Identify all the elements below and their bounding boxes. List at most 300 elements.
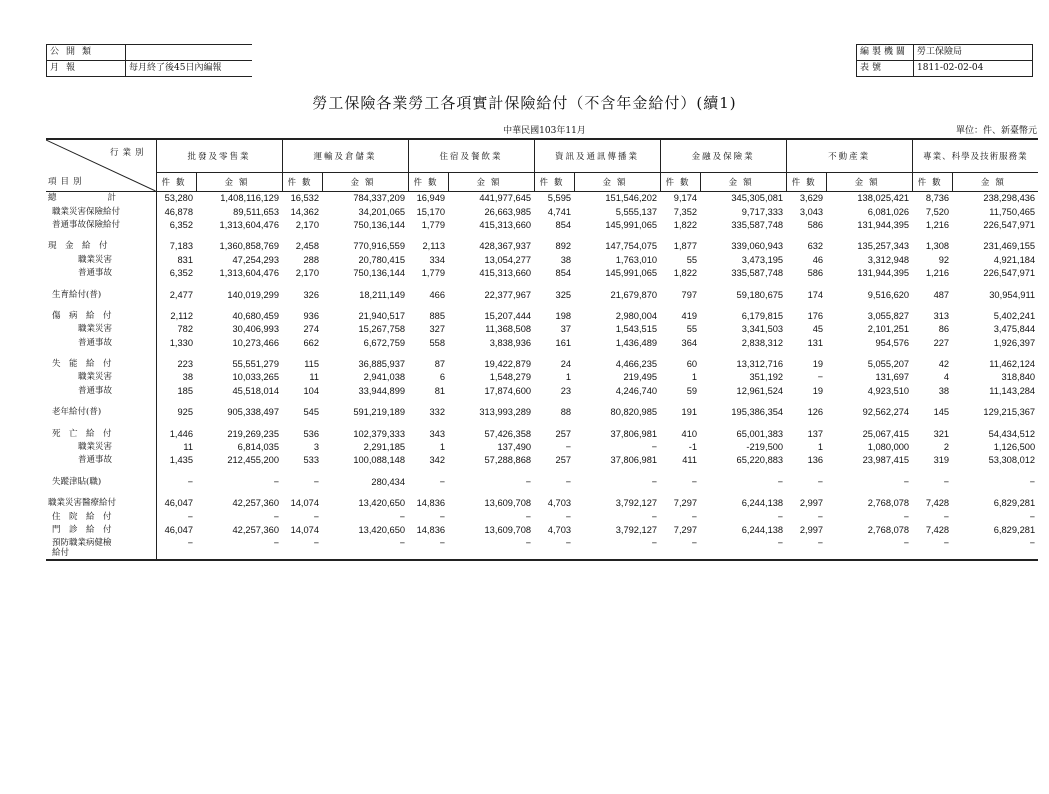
count-cell: 3 xyxy=(313,442,320,453)
count-cell: 9,174 xyxy=(673,193,698,204)
count-cell: 38 xyxy=(938,385,950,396)
count-cell: 104 xyxy=(303,385,320,396)
count-cell: 81 xyxy=(434,385,446,396)
count-cell: 7,352 xyxy=(673,206,698,217)
meta-right-box xyxy=(856,44,1033,77)
amount-cell: 147,754,075 xyxy=(605,241,658,252)
amount-cell: 92,562,274 xyxy=(862,407,910,418)
count-cell: 1 xyxy=(817,442,824,453)
count-cell: 319 xyxy=(933,455,950,466)
meta-left-box xyxy=(46,44,252,77)
count-cell: 8,736 xyxy=(925,193,950,204)
amount-cell: 280,434 xyxy=(371,476,406,487)
meta-key: 月報 xyxy=(47,61,126,77)
amount-cell: − xyxy=(651,476,658,487)
count-cell: − xyxy=(534,537,574,560)
amount-cell: 1,313,604,476 xyxy=(219,219,280,230)
count-cell: 2,997 xyxy=(799,525,824,535)
amount-cell: 219,269,235 xyxy=(227,428,280,439)
row-label: 老年給付(普) xyxy=(46,406,156,419)
amount-cell: 5,402,241 xyxy=(993,310,1036,321)
count-cell: 42 xyxy=(938,359,950,370)
count-cell: − xyxy=(786,537,826,560)
count-cell: 37 xyxy=(560,324,572,335)
amount-cell: 591,219,189 xyxy=(353,407,406,418)
amount-cell: 36,885,937 xyxy=(358,359,406,370)
amount-cell: 57,426,358 xyxy=(484,428,532,439)
row-label: 職業災害 xyxy=(46,441,156,454)
count-cell: 86 xyxy=(938,324,950,335)
amount-cell: 3,475,844 xyxy=(993,324,1036,335)
count-cell: 313 xyxy=(933,310,950,321)
count-cell: 46 xyxy=(812,254,824,265)
amount-cell: 37,806,981 xyxy=(610,428,658,439)
table-row xyxy=(46,406,1038,419)
amount-cell: 5,555,137 xyxy=(615,206,658,217)
amount-cell: 21,940,517 xyxy=(358,310,406,321)
table-row xyxy=(46,267,1038,280)
amount-cell: 137,490 xyxy=(497,442,532,453)
amount-cell: 140,019,299 xyxy=(227,289,280,300)
count-cell: 1,822 xyxy=(673,268,698,279)
amount-cell: 2,291,185 xyxy=(363,442,406,453)
amount-cell: 10,033,265 xyxy=(232,372,280,383)
count-cell: − xyxy=(439,476,446,487)
count-cell: 2,170 xyxy=(295,268,320,279)
amount-cell: 6,179,815 xyxy=(741,310,784,321)
amount-cell: 53,308,012 xyxy=(988,455,1036,466)
amount-cell: 6,829,281 xyxy=(993,498,1036,509)
row-label: 門 診 給 付 xyxy=(46,524,156,537)
amount-cell: 784,337,209 xyxy=(353,193,406,204)
amount-cell: 335,587,748 xyxy=(731,219,784,230)
row-label: 普通事故 xyxy=(46,267,156,280)
count-cell: 198 xyxy=(555,310,572,321)
count-cell: 14,362 xyxy=(290,206,320,217)
amount-cell: − xyxy=(273,511,280,522)
row-label: 預防職業病健檢給付 xyxy=(46,537,156,560)
count-cell: − xyxy=(817,476,824,487)
count-cell: 15,170 xyxy=(416,206,446,217)
count-cell: 136 xyxy=(807,455,824,466)
count-cell: 161 xyxy=(555,337,572,348)
amount-cell: 55,551,279 xyxy=(232,359,280,370)
count-cell: − xyxy=(565,442,572,453)
amount-cell: 318,840 xyxy=(1001,372,1036,383)
count-cell: 586 xyxy=(807,219,824,230)
count-cell: 3,043 xyxy=(799,206,824,217)
count-cell: 854 xyxy=(555,219,572,230)
amount-cell: 1,926,397 xyxy=(993,337,1036,348)
row-label: 職業災害 xyxy=(46,371,156,384)
row-label: 現 金 給 付 xyxy=(46,240,156,253)
count-cell: 342 xyxy=(429,455,446,466)
amount-cell: 1,408,116,129 xyxy=(220,193,280,204)
count-cell: − xyxy=(817,372,824,383)
amount-cell: 11,368,508 xyxy=(485,324,532,335)
amount-cell: 11,750,465 xyxy=(989,206,1036,217)
amount-cell: 2,941,038 xyxy=(363,372,406,383)
spacer-row xyxy=(46,468,1038,476)
amount-cell: − xyxy=(322,537,408,560)
count-cell: − xyxy=(943,476,950,487)
amount-cell: 100,088,148 xyxy=(353,455,406,466)
count-cell: − xyxy=(691,511,698,522)
amount-cell: 2,980,004 xyxy=(615,310,658,321)
table-row xyxy=(46,454,1038,467)
count-cell: 410 xyxy=(681,428,698,439)
amount-cell: 1,126,500 xyxy=(993,442,1036,453)
count-cell: 831 xyxy=(177,254,193,265)
row-label: 失 能 給 付 xyxy=(46,358,156,371)
count-cell: 1 xyxy=(691,372,698,383)
count-cell: 327 xyxy=(429,324,446,335)
count-cell: 59 xyxy=(686,385,698,396)
count-cell: 223 xyxy=(177,359,193,370)
spacer-row xyxy=(46,398,1038,406)
meta-key: 公開類 xyxy=(47,45,126,61)
amount-cell: 339,060,943 xyxy=(731,241,784,252)
count-cell: 1,216 xyxy=(925,268,950,279)
count-cell: 6,352 xyxy=(169,219,193,230)
count-cell: 23 xyxy=(560,385,572,396)
table-row xyxy=(46,219,1038,232)
amount-cell: 1,360,858,769 xyxy=(219,241,280,252)
amount-cell: 335,587,748 xyxy=(731,268,784,279)
amount-cell: 42,257,360 xyxy=(232,525,280,535)
count-header: 件數 xyxy=(912,173,952,192)
spacer-row xyxy=(46,302,1038,310)
amount-cell: − xyxy=(574,537,660,560)
amount-cell: 3,341,503 xyxy=(741,324,784,335)
count-cell: 288 xyxy=(303,254,320,265)
amount-cell: 415,313,660 xyxy=(479,268,532,279)
amount-cell: 3,312,948 xyxy=(867,254,910,265)
amount-cell: − xyxy=(651,511,658,522)
amount-cell: 12,961,524 xyxy=(736,385,784,396)
count-cell: − xyxy=(313,511,320,522)
row-label: 生育給付(普) xyxy=(46,288,156,301)
amount-cell: 89,511,653 xyxy=(233,206,280,217)
amount-cell: 428,367,937 xyxy=(479,241,532,252)
count-cell: 6,352 xyxy=(169,268,193,279)
amount-cell: 131,944,395 xyxy=(857,219,910,230)
count-cell: − xyxy=(912,537,952,560)
count-cell: 274 xyxy=(303,324,320,335)
amount-cell: 15,207,444 xyxy=(484,310,532,321)
count-cell: 19 xyxy=(812,359,824,370)
row-label: 死 亡 給 付 xyxy=(46,427,156,440)
amount-cell: 131,697 xyxy=(875,372,910,383)
report-period: 中華民國103年11月 xyxy=(503,126,586,136)
meta-value xyxy=(126,45,253,61)
spacer-row xyxy=(46,280,1038,288)
amount-cell: 17,874,600 xyxy=(484,385,532,396)
table-row xyxy=(46,192,1038,206)
row-label: 普通事故 xyxy=(46,337,156,350)
statistics-table xyxy=(46,138,1038,561)
amount-cell: 4,246,740 xyxy=(615,385,658,396)
table-row xyxy=(46,337,1038,350)
amount-header: 金額 xyxy=(700,173,786,192)
count-cell: 174 xyxy=(807,289,824,300)
count-cell: − xyxy=(282,537,322,560)
amount-cell: 11,462,124 xyxy=(989,359,1036,370)
count-cell: 558 xyxy=(429,337,446,348)
amount-cell: 2,838,312 xyxy=(741,337,784,348)
count-cell: 115 xyxy=(304,359,320,370)
count-cell: 326 xyxy=(303,289,320,300)
amount-cell: 47,254,293 xyxy=(232,254,280,265)
count-cell: 1,216 xyxy=(925,219,950,230)
amount-cell: 13,054,277 xyxy=(484,254,532,265)
amount-cell: 3,792,127 xyxy=(615,498,658,509)
count-cell: 14,074 xyxy=(290,525,320,535)
table-row xyxy=(46,288,1038,301)
amount-cell: 226,547,971 xyxy=(983,219,1036,230)
row-label: 總 計 xyxy=(46,192,156,206)
amount-cell: − xyxy=(903,476,910,487)
meta-value: 每月終了後45日內編報 xyxy=(126,61,253,77)
count-cell: 782 xyxy=(177,324,193,335)
amount-cell: 15,267,758 xyxy=(358,324,406,335)
count-cell: 536 xyxy=(303,428,320,439)
table-row xyxy=(46,323,1038,336)
amount-cell: 23,987,415 xyxy=(862,455,910,466)
count-cell: 16,532 xyxy=(290,193,320,204)
amount-cell: − xyxy=(448,537,534,560)
amount-cell: 3,055,827 xyxy=(867,310,910,321)
count-cell: 191 xyxy=(681,407,698,418)
count-cell: 885 xyxy=(429,310,446,321)
meta-value: 勞工保險局 xyxy=(914,45,1033,61)
amount-cell: 42,257,360 xyxy=(232,498,280,509)
amount-cell: 219,495 xyxy=(623,372,658,383)
count-cell: 46,878 xyxy=(164,206,193,217)
amount-cell: − xyxy=(903,511,910,522)
amount-cell: 6,672,759 xyxy=(363,337,406,348)
amount-header: 金額 xyxy=(574,173,660,192)
amount-cell: − xyxy=(525,476,532,487)
table-row xyxy=(46,358,1038,371)
row-label: 職業災害 xyxy=(46,323,156,336)
meta-key: 編製機關 xyxy=(857,45,914,61)
count-cell: 343 xyxy=(429,428,446,439)
industry-header: 資訊及通訊傳播業 xyxy=(534,139,660,173)
count-cell: − xyxy=(187,476,193,487)
amount-cell: 212,455,200 xyxy=(227,455,280,466)
spacer-row xyxy=(46,489,1038,497)
amount-cell: 3,792,127 xyxy=(615,525,658,535)
count-cell: − xyxy=(817,511,824,522)
amount-cell: 345,305,081 xyxy=(731,193,784,204)
count-cell: 176 xyxy=(807,310,824,321)
amount-cell: − xyxy=(700,537,786,560)
table-row xyxy=(46,441,1038,454)
count-cell: − xyxy=(565,476,572,487)
count-cell: 88 xyxy=(560,407,572,418)
count-cell: 55 xyxy=(686,254,698,265)
amount-cell: 2,101,251 xyxy=(867,324,910,335)
count-cell: 137 xyxy=(807,428,824,439)
amount-cell: 441,977,645 xyxy=(479,193,532,204)
count-cell: 332 xyxy=(429,407,446,418)
count-cell: 60 xyxy=(686,359,698,370)
amount-cell: 4,466,235 xyxy=(615,359,658,370)
count-cell: 321 xyxy=(933,428,950,439)
row-label: 普通事故 xyxy=(46,385,156,398)
amount-cell: − xyxy=(777,476,784,487)
spacer-row xyxy=(46,232,1038,240)
count-cell: 87 xyxy=(434,359,446,370)
amount-cell: 10,273,466 xyxy=(232,337,280,348)
count-cell: 7,297 xyxy=(673,525,698,535)
count-cell: 257 xyxy=(555,455,572,466)
count-cell: 2,113 xyxy=(422,241,446,252)
meta-value: 1811-02-02-04 xyxy=(914,61,1033,77)
count-header: 件數 xyxy=(660,173,700,192)
amount-cell: 54,434,512 xyxy=(988,428,1036,439)
count-cell: − xyxy=(565,511,572,522)
amount-cell: 102,379,333 xyxy=(353,428,406,439)
table-row xyxy=(46,524,1038,537)
amount-cell: 954,576 xyxy=(875,337,910,348)
industry-header: 專業、科學及技術服務業 xyxy=(912,139,1038,173)
count-cell: 7,297 xyxy=(673,498,698,509)
count-cell: 797 xyxy=(681,289,698,300)
amount-cell: − xyxy=(1029,511,1036,522)
count-cell: 533 xyxy=(303,455,320,466)
table-row xyxy=(46,371,1038,384)
table-row xyxy=(46,254,1038,267)
count-cell: 19 xyxy=(812,385,824,396)
count-cell: − xyxy=(691,476,698,487)
count-cell: 2,458 xyxy=(295,241,320,252)
count-cell: 227 xyxy=(933,337,950,348)
row-label: 普通事故保險給付 xyxy=(46,219,156,232)
amount-cell: 226,547,971 xyxy=(983,268,1036,279)
table-row xyxy=(46,476,1038,489)
count-cell: 11 xyxy=(309,372,320,383)
amount-cell: 3,838,936 xyxy=(489,337,532,348)
amount-cell: 9,717,333 xyxy=(741,206,784,217)
count-cell: 325 xyxy=(555,289,572,300)
amount-cell: 1,543,515 xyxy=(615,324,658,335)
count-cell: 1,330 xyxy=(169,337,193,348)
count-cell: 632 xyxy=(807,241,824,252)
count-cell: − xyxy=(187,511,193,522)
count-cell: 411 xyxy=(682,455,698,466)
count-cell: -1 xyxy=(688,442,698,453)
table-row xyxy=(46,497,1038,510)
amount-cell: 20,780,415 xyxy=(358,254,406,265)
amount-cell: 25,067,415 xyxy=(862,428,910,439)
amount-cell: 4,921,184 xyxy=(993,254,1036,265)
count-cell: 14,836 xyxy=(416,498,446,509)
count-cell: 3,629 xyxy=(799,193,824,204)
table-row xyxy=(46,510,1038,523)
count-cell: 545 xyxy=(303,407,320,418)
count-cell: 55 xyxy=(686,324,698,335)
amount-cell: 129,215,367 xyxy=(983,407,1036,418)
count-cell: 925 xyxy=(177,407,193,418)
row-label: 住 院 給 付 xyxy=(46,510,156,523)
amount-cell: 351,192 xyxy=(749,372,784,383)
amount-cell: 6,244,138 xyxy=(741,498,784,509)
amount-cell: 313,993,289 xyxy=(479,407,532,418)
amount-cell: 145,991,065 xyxy=(605,268,658,279)
spacer-row xyxy=(46,419,1038,427)
amount-cell: 18,211,149 xyxy=(359,289,406,300)
count-cell: 53,280 xyxy=(164,193,193,204)
count-cell: 2,170 xyxy=(295,219,320,230)
count-cell: 1,779 xyxy=(421,219,446,230)
amount-cell: 30,406,993 xyxy=(232,324,280,335)
amount-cell: 195,386,354 xyxy=(731,407,784,418)
count-cell: 1,779 xyxy=(421,268,446,279)
count-cell: 7,428 xyxy=(925,525,950,535)
count-cell: − xyxy=(313,476,320,487)
amount-cell: 145,991,065 xyxy=(605,219,658,230)
count-cell: 334 xyxy=(429,254,446,265)
amount-cell: 1,080,000 xyxy=(867,442,910,453)
count-cell: 2 xyxy=(943,442,950,453)
count-cell: 466 xyxy=(429,289,446,300)
header-industry-label: 行業別 xyxy=(109,148,148,158)
count-cell: 586 xyxy=(807,268,824,279)
amount-cell: 19,422,879 xyxy=(484,359,532,370)
count-cell: 1,435 xyxy=(169,455,193,466)
amount-cell: 1,763,010 xyxy=(615,254,658,265)
amount-cell: 80,820,985 xyxy=(610,407,658,418)
amount-cell: 45,518,014 xyxy=(232,385,280,396)
industry-header: 不動產業 xyxy=(786,139,912,173)
count-header: 件數 xyxy=(534,173,574,192)
amount-cell: 11,143,284 xyxy=(989,385,1036,396)
count-cell: 126 xyxy=(807,407,824,418)
count-cell: 2,477 xyxy=(169,289,193,300)
amount-cell: − xyxy=(525,511,532,522)
count-cell: 5,595 xyxy=(547,193,572,204)
amount-cell: 59,180,675 xyxy=(736,289,784,300)
amount-cell: 2,768,078 xyxy=(867,525,910,535)
row-label: 普通事故 xyxy=(46,454,156,467)
report-title: 勞工保險各業勞工各項實計保險給付（不含年金給付）(續1) xyxy=(312,94,737,112)
count-cell: 11 xyxy=(183,442,193,453)
count-cell: 7,183 xyxy=(169,241,193,252)
amount-cell: − xyxy=(273,476,280,487)
count-cell: − xyxy=(943,511,950,522)
statistics-body xyxy=(46,192,1038,561)
row-label: 職業災害醫療給付 xyxy=(46,497,156,510)
amount-cell: 6,244,138 xyxy=(741,525,784,535)
industry-header: 金融及保險業 xyxy=(660,139,786,173)
table-row xyxy=(46,205,1038,218)
count-header: 件數 xyxy=(408,173,448,192)
amount-cell: 13,420,650 xyxy=(358,498,406,509)
count-cell: 38 xyxy=(560,254,572,265)
amount-cell: -219,500 xyxy=(746,442,784,453)
count-cell: 1,446 xyxy=(169,428,193,439)
count-cell: 145 xyxy=(933,407,950,418)
count-cell: 1,877 xyxy=(673,241,698,252)
amount-cell: − xyxy=(1029,476,1036,487)
count-cell: − xyxy=(156,537,196,560)
amount-cell: 13,420,650 xyxy=(358,525,406,535)
amount-cell: 9,516,620 xyxy=(867,289,910,300)
amount-cell: 34,201,065 xyxy=(358,206,406,217)
count-cell: 7,520 xyxy=(925,206,950,217)
